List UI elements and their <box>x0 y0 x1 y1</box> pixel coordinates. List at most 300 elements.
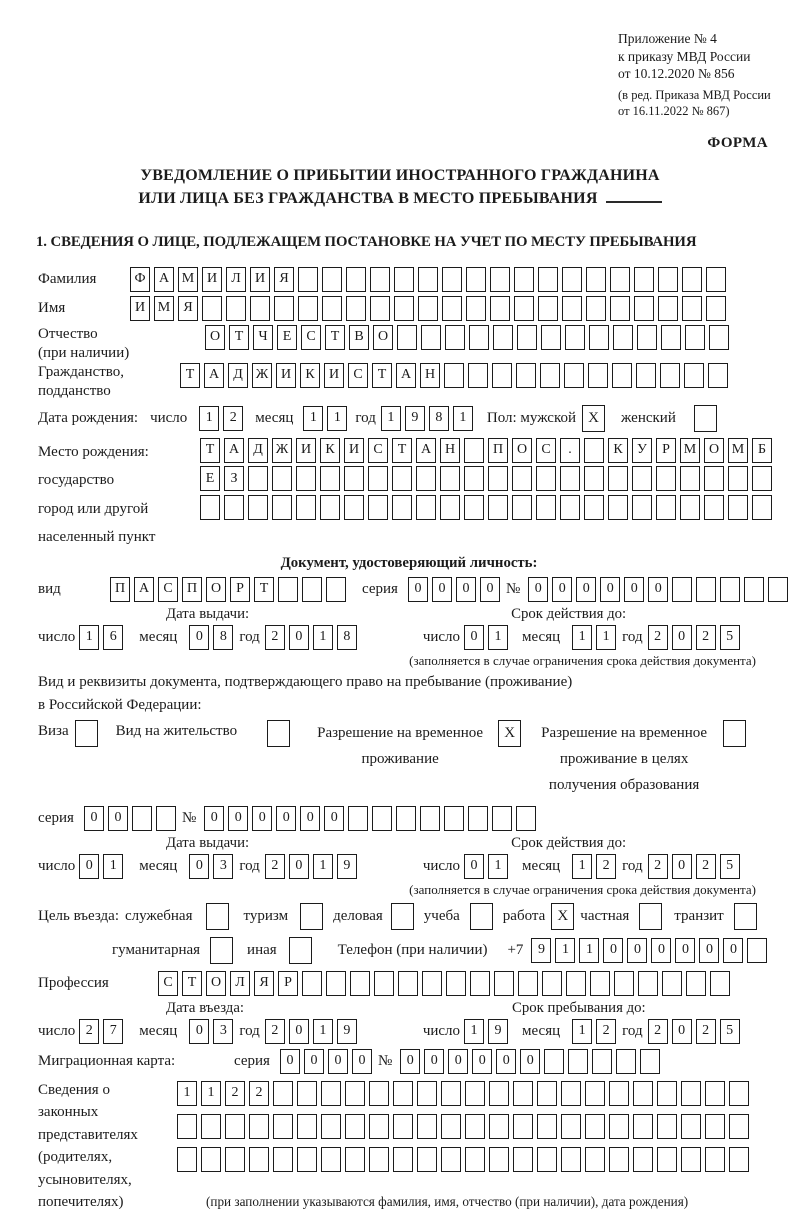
birthplace-cells-col <box>200 438 776 524</box>
day-label: число <box>422 1022 461 1039</box>
char-cell <box>201 1114 221 1139</box>
char-cell <box>489 1147 509 1172</box>
purpose-transit-label: транзит <box>674 907 724 924</box>
char-cell <box>346 267 366 292</box>
char-cell: 0 <box>480 577 500 602</box>
char-cell <box>588 363 608 388</box>
char-cell <box>561 1081 581 1106</box>
char-cell <box>465 1147 485 1172</box>
char-cell <box>441 1147 461 1172</box>
char-cell <box>544 1049 564 1074</box>
char-cell <box>636 363 656 388</box>
char-cell <box>516 363 536 388</box>
char-cell <box>516 806 536 831</box>
doc-number-cells <box>528 577 792 602</box>
char-cell <box>706 296 726 321</box>
document-title <box>0 164 800 210</box>
char-cell <box>397 325 417 350</box>
char-cell <box>704 466 724 491</box>
char-cell <box>512 466 532 491</box>
char-cell: 6 <box>103 625 123 650</box>
char-cell <box>632 466 652 491</box>
char-cell <box>662 971 682 996</box>
char-cell <box>200 495 220 520</box>
doc-series-label: серия <box>362 580 398 597</box>
char-cell <box>514 267 534 292</box>
char-cell <box>493 325 513 350</box>
sex-female-label: женский <box>621 409 676 426</box>
permit-series-cells <box>84 806 180 831</box>
char-cell: 0 <box>464 854 484 879</box>
char-cell: 0 <box>600 577 620 602</box>
char-cell <box>345 1114 365 1139</box>
char-cell <box>638 971 658 996</box>
char-cell <box>729 1114 749 1139</box>
permit-valid-year-cells <box>648 854 744 879</box>
char-cell <box>584 495 604 520</box>
permit-issue-month-cells <box>189 854 237 879</box>
char-cell: 2 <box>265 1019 285 1044</box>
char-cell: 1 <box>381 406 401 431</box>
purpose-row-2 <box>38 937 780 964</box>
char-cell <box>560 466 580 491</box>
char-cell: 0 <box>603 938 623 963</box>
char-cell <box>637 325 657 350</box>
char-cell <box>536 466 556 491</box>
char-cell: Т <box>372 363 392 388</box>
char-cell <box>610 267 630 292</box>
char-cell: Р <box>230 577 250 602</box>
birthplace-cells-1 <box>200 438 776 463</box>
char-cell: Д <box>228 363 248 388</box>
title-underline <box>606 201 662 203</box>
char-cell: 2 <box>249 1081 269 1106</box>
surname-row <box>38 267 780 292</box>
char-cell <box>248 466 268 491</box>
char-cell <box>682 267 702 292</box>
char-cell: 0 <box>448 1049 468 1074</box>
char-cell <box>656 466 676 491</box>
day-label: число <box>422 857 461 874</box>
char-cell: 0 <box>723 938 743 963</box>
char-cell: О <box>512 438 532 463</box>
char-cell: С <box>301 325 321 350</box>
char-cell <box>518 971 538 996</box>
char-cell <box>345 1147 365 1172</box>
doc-valid-month-cells <box>572 625 620 650</box>
male-checkbox: X <box>582 405 605 432</box>
migcard-series-label: серия <box>234 1052 270 1069</box>
char-cell: А <box>396 363 416 388</box>
char-cell <box>465 1114 485 1139</box>
char-cell: Н <box>440 438 460 463</box>
char-cell: Л <box>226 267 246 292</box>
purpose-business-checkbox <box>391 903 414 930</box>
char-cell <box>368 495 388 520</box>
stay-until-label: Срок пребывания до: <box>512 999 646 1016</box>
char-cell: Н <box>420 363 440 388</box>
char-cell: 0 <box>552 577 572 602</box>
doc-issue-day-cells <box>79 625 127 650</box>
purpose-work-checkbox: X <box>551 903 574 930</box>
month-label: месяц <box>139 1022 178 1039</box>
year-label: год <box>239 1022 260 1039</box>
char-cell: 0 <box>304 1049 324 1074</box>
representatives-label: Сведения о законных представителях (родителях, усыновителях, попечителях) <box>38 1081 138 1211</box>
char-cell: 0 <box>300 806 320 831</box>
month-label: месяц <box>255 409 294 426</box>
char-cell <box>537 1081 557 1106</box>
char-cell <box>585 1147 605 1172</box>
char-cell: 0 <box>520 1049 540 1074</box>
char-cell <box>513 1114 533 1139</box>
char-cell: 1 <box>555 938 575 963</box>
entry-day-cells <box>79 1019 127 1044</box>
issue-date-label: Дата выдачи: <box>166 605 250 622</box>
char-cell <box>418 296 438 321</box>
char-cell: 1 <box>199 406 219 431</box>
title-line-1: УВЕДОМЛЕНИЕ О ПРИБЫТИИ ИНОСТРАННОГО ГРАЖДАНИНА <box>140 166 660 184</box>
char-cell: К <box>608 438 628 463</box>
char-cell: 0 <box>528 577 548 602</box>
char-cell <box>320 495 340 520</box>
char-cell <box>488 466 508 491</box>
char-cell <box>589 325 609 350</box>
patronymic-label: Отчество (при наличии) <box>38 325 130 361</box>
char-cell <box>369 1114 389 1139</box>
char-cell <box>273 1114 293 1139</box>
char-cell <box>681 1147 701 1172</box>
char-cell: 0 <box>204 806 224 831</box>
char-cell: Т <box>392 438 412 463</box>
char-cell: Р <box>278 971 298 996</box>
birth-day-cells <box>199 406 247 431</box>
ref-line: к приказу МВД России <box>618 48 751 64</box>
char-cell: 0 <box>84 806 104 831</box>
birthplace-group <box>38 438 780 552</box>
char-cell <box>441 1081 461 1106</box>
phone-label: Телефон (при наличии) <box>337 941 488 958</box>
migration-card-row <box>38 1049 780 1074</box>
char-cell <box>177 1114 197 1139</box>
char-cell <box>226 296 246 321</box>
char-cell: Т <box>182 971 202 996</box>
char-cell <box>466 267 486 292</box>
char-cell <box>672 577 692 602</box>
char-cell: 1 <box>327 406 347 431</box>
char-cell: 0 <box>228 806 248 831</box>
char-cell: 0 <box>651 938 671 963</box>
char-cell <box>634 296 654 321</box>
char-cell: 1 <box>303 406 323 431</box>
char-cell <box>494 971 514 996</box>
permit-valid-month-cells <box>572 854 620 879</box>
char-cell <box>420 806 440 831</box>
char-cell: Ф <box>130 267 150 292</box>
stay-month-cells <box>572 1019 620 1044</box>
char-cell: 0 <box>352 1049 372 1074</box>
char-cell <box>492 363 512 388</box>
char-cell <box>346 296 366 321</box>
char-cell: 0 <box>672 1019 692 1044</box>
phone-cells <box>531 938 771 963</box>
char-cell: 2 <box>225 1081 245 1106</box>
char-cell: 0 <box>328 1049 348 1074</box>
char-cell: 1 <box>201 1081 221 1106</box>
char-cell: 0 <box>280 1049 300 1074</box>
purpose-work-label: работа <box>502 907 546 924</box>
char-cell: И <box>250 267 270 292</box>
char-cell: 2 <box>223 406 243 431</box>
char-cell <box>370 267 390 292</box>
char-cell <box>586 296 606 321</box>
patronymic-cells <box>205 325 733 350</box>
char-cell <box>705 1114 725 1139</box>
char-cell <box>441 1114 461 1139</box>
char-cell: М <box>728 438 748 463</box>
char-cell <box>680 466 700 491</box>
char-cell <box>490 296 510 321</box>
char-cell: 0 <box>289 854 309 879</box>
char-cell: П <box>110 577 130 602</box>
doc-dates-labels <box>38 606 780 623</box>
char-cell: Л <box>230 971 250 996</box>
char-cell <box>297 1147 317 1172</box>
char-cell: 1 <box>488 854 508 879</box>
char-cell <box>302 971 322 996</box>
doc-type-label: вид <box>38 580 61 597</box>
temp-residence-edu-checkbox <box>723 720 746 747</box>
char-cell <box>466 296 486 321</box>
temp-residence-edu-label: Разрешение на временное проживание в целях получения образования <box>541 724 708 793</box>
day-label: число <box>38 628 76 645</box>
entry-date-label: Дата въезда: <box>166 999 244 1016</box>
char-cell: 8 <box>337 625 357 650</box>
char-cell: 5 <box>720 1019 740 1044</box>
char-cell <box>613 325 633 350</box>
char-cell <box>514 296 534 321</box>
char-cell <box>562 267 582 292</box>
entry-month-cells <box>189 1019 237 1044</box>
char-cell <box>586 267 606 292</box>
char-cell: О <box>704 438 724 463</box>
char-cell: 1 <box>79 625 99 650</box>
doc-number-label: № <box>505 580 521 597</box>
purpose-official-checkbox <box>206 903 229 930</box>
citizenship-label: Гражданство, подданство <box>38 363 125 399</box>
surname-cells <box>130 267 730 292</box>
char-cell <box>660 363 680 388</box>
char-cell: 2 <box>696 854 716 879</box>
char-cell <box>681 1114 701 1139</box>
char-cell <box>321 1114 341 1139</box>
validity-note: (заполняется в случае ограничения срока действия документа) <box>409 881 756 897</box>
char-cell <box>297 1114 317 1139</box>
char-cell <box>464 466 484 491</box>
sex-male-label: Пол: мужской <box>486 409 577 426</box>
permit-valid-day-cells <box>464 854 512 879</box>
char-cell <box>705 1081 725 1106</box>
char-cell <box>440 495 460 520</box>
purpose-private-checkbox <box>639 903 662 930</box>
char-cell: 1 <box>177 1081 197 1106</box>
char-cell: 0 <box>432 577 452 602</box>
char-cell <box>326 577 346 602</box>
char-cell <box>561 1147 581 1172</box>
char-cell <box>590 971 610 996</box>
char-cell: 9 <box>337 854 357 879</box>
char-cell <box>592 1049 612 1074</box>
char-cell: 1 <box>103 854 123 879</box>
temp-residence-label: Разрешение на временное проживание <box>317 724 484 767</box>
char-cell <box>394 267 414 292</box>
purpose-other-label: иная <box>247 941 277 958</box>
char-cell <box>392 466 412 491</box>
char-cell <box>248 495 268 520</box>
char-cell <box>440 466 460 491</box>
char-cell <box>369 1081 389 1106</box>
char-cell: 9 <box>405 406 425 431</box>
char-cell: 9 <box>488 1019 508 1044</box>
year-label: год <box>355 409 376 426</box>
char-cell: 0 <box>496 1049 516 1074</box>
char-cell: С <box>368 438 388 463</box>
char-cell: 0 <box>464 625 484 650</box>
char-cell: 0 <box>289 1019 309 1044</box>
char-cell <box>394 296 414 321</box>
representatives-cells-2 <box>177 1114 753 1139</box>
doc-valid-year-cells <box>648 625 744 650</box>
char-cell <box>465 1081 485 1106</box>
char-cell: 1 <box>572 854 592 879</box>
char-cell: Ж <box>272 438 292 463</box>
purpose-other-checkbox <box>289 937 312 964</box>
profession-label: Профессия <box>38 974 109 991</box>
char-cell: П <box>488 438 508 463</box>
title-line-2: ИЛИ ЛИЦА БЕЗ ГРАЖДАНСТВА В МЕСТО ПРЕБЫВАНИЯ <box>0 187 800 210</box>
char-cell <box>728 466 748 491</box>
residence-permit-label: Вид на жительство <box>115 722 238 739</box>
char-cell <box>747 938 767 963</box>
char-cell: Ч <box>253 325 273 350</box>
char-cell <box>632 495 652 520</box>
char-cell <box>609 1114 629 1139</box>
char-cell <box>350 971 370 996</box>
profession-cells <box>158 971 734 996</box>
char-cell <box>396 806 416 831</box>
year-label: год <box>239 857 260 874</box>
char-cell <box>540 363 560 388</box>
char-cell <box>202 296 222 321</box>
permit-dates-labels <box>38 835 780 852</box>
char-cell: 2 <box>696 1019 716 1044</box>
permit-issue-day-cells <box>79 854 127 879</box>
char-cell <box>468 363 488 388</box>
char-cell: 1 <box>313 1019 333 1044</box>
char-cell <box>488 495 508 520</box>
char-cell: 0 <box>79 854 99 879</box>
representatives-cells-1 <box>177 1081 753 1106</box>
char-cell <box>469 325 489 350</box>
entry-year-cells <box>265 1019 361 1044</box>
char-cell <box>584 466 604 491</box>
char-cell: А <box>134 577 154 602</box>
char-cell <box>584 438 604 463</box>
char-cell <box>752 495 772 520</box>
char-cell <box>132 806 152 831</box>
char-cell <box>464 495 484 520</box>
char-cell <box>640 1049 660 1074</box>
char-cell: 9 <box>531 938 551 963</box>
char-cell <box>225 1147 245 1172</box>
char-cell <box>224 495 244 520</box>
char-cell <box>704 495 724 520</box>
char-cell: К <box>300 363 320 388</box>
char-cell <box>225 1114 245 1139</box>
char-cell: С <box>348 363 368 388</box>
char-cell: Т <box>180 363 200 388</box>
char-cell <box>416 466 436 491</box>
char-cell: Б <box>752 438 772 463</box>
temp-residence-checkbox: X <box>498 720 521 747</box>
ref-line: Приложение № 4 <box>618 31 717 46</box>
char-cell: 2 <box>648 1019 668 1044</box>
char-cell <box>492 806 512 831</box>
char-cell <box>177 1147 197 1172</box>
permit-type-row <box>38 720 780 798</box>
char-cell: 0 <box>456 577 476 602</box>
char-cell <box>657 1147 677 1172</box>
right-doc-line2: в Российской Федерации: <box>38 696 202 713</box>
year-label: год <box>239 628 260 645</box>
char-cell: 0 <box>648 577 668 602</box>
purpose-official-label: служебная <box>124 907 193 924</box>
char-cell: А <box>204 363 224 388</box>
month-label: месяц <box>139 628 178 645</box>
char-cell <box>706 267 726 292</box>
char-cell <box>537 1147 557 1172</box>
surname-label: Фамилия <box>38 270 97 287</box>
ref-line: от 10.12.2020 № 856 <box>618 66 735 81</box>
char-cell <box>421 325 441 350</box>
doc-type-row <box>38 577 780 602</box>
char-cell: К <box>320 438 340 463</box>
char-cell <box>272 466 292 491</box>
section1-title: 1. СВЕДЕНИЯ О ЛИЦЕ, ПОДЛЕЖАЩЕМ ПОСТАНОВКЕ НА УЧЕТ ПО МЕСТУ ПРЕБЫВАНИЯ <box>36 233 697 250</box>
char-cell: Р <box>656 438 676 463</box>
representatives-cells-3 <box>177 1147 753 1172</box>
month-label: месяц <box>522 857 561 874</box>
char-cell: 1 <box>572 625 592 650</box>
char-cell <box>444 363 464 388</box>
char-cell: 0 <box>252 806 272 831</box>
char-cell: 0 <box>400 1049 420 1074</box>
char-cell <box>681 1081 701 1106</box>
purpose-study-label: учеба <box>423 907 460 924</box>
char-cell <box>422 971 442 996</box>
char-cell <box>326 971 346 996</box>
char-cell: Т <box>200 438 220 463</box>
name-cells <box>130 296 730 321</box>
char-cell <box>272 495 292 520</box>
char-cell <box>156 806 176 831</box>
char-cell <box>616 1049 636 1074</box>
char-cell: 0 <box>424 1049 444 1074</box>
day-label: число <box>150 409 188 426</box>
char-cell <box>298 296 318 321</box>
char-cell <box>658 267 678 292</box>
char-cell <box>372 806 392 831</box>
